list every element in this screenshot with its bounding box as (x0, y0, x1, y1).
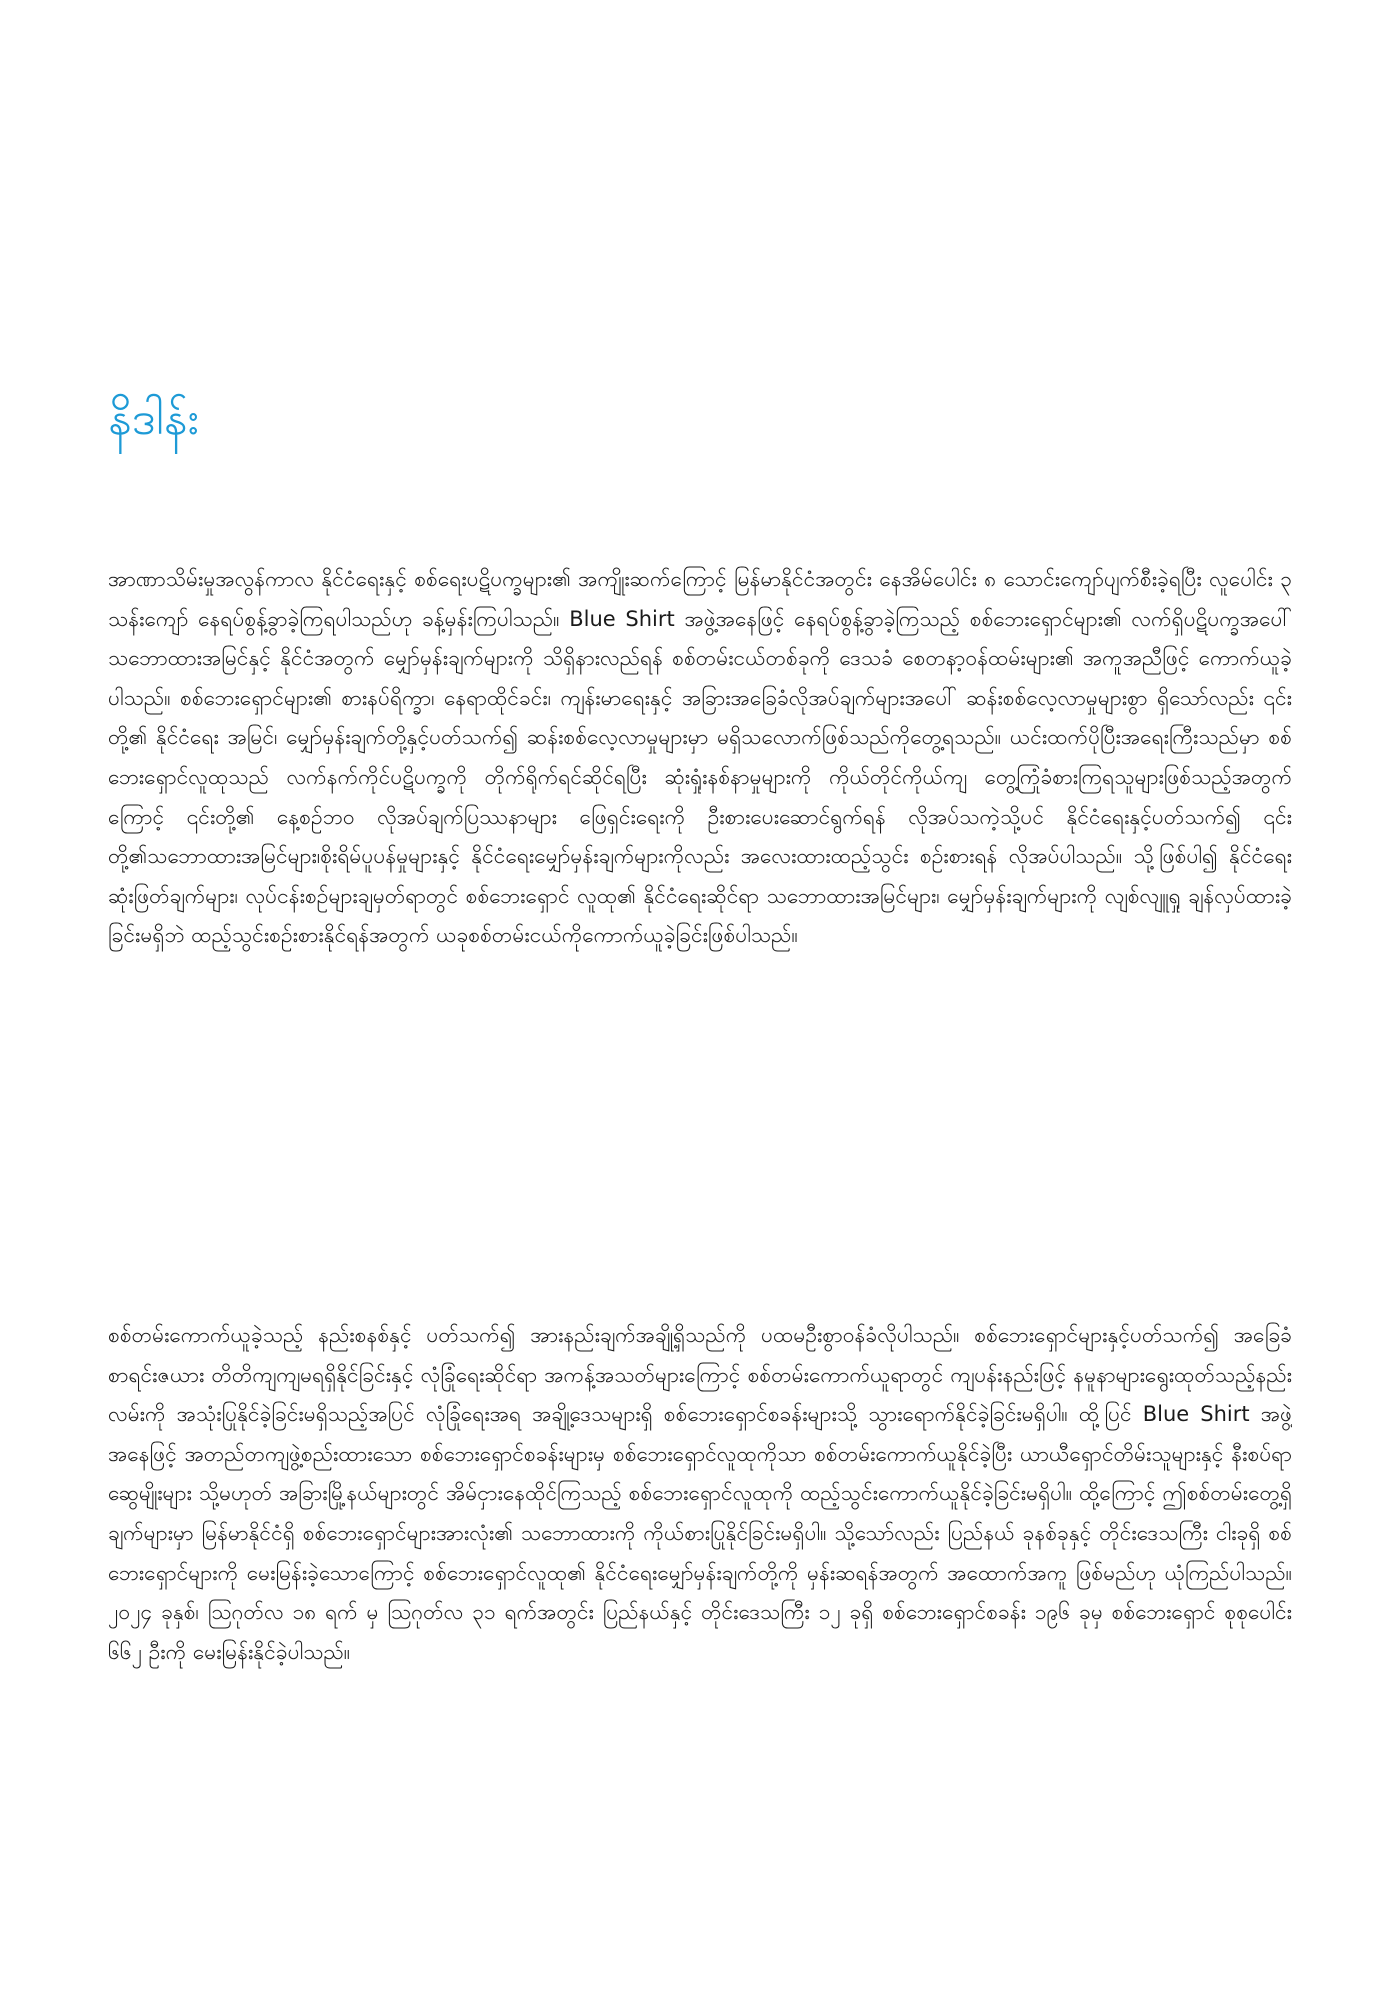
body-paragraph: အာဏာသိမ်းမှုအလွန်ကာလ နိုင်ငံရေးနှင့် စစ်ရေးပဋိပက္ခများ၏ အကျိုးဆက်ကြောင့် မြန်မာနိုင်ငံအတွင်း နေအိမ်ပေါင်း ၈ သောင်းကျော်ပျက်စီးခဲ့ရပြီး လူပေါင်း ၃ သန်းကျော် နေရပ်စွန့်ခွာခဲ့ကြရပါသည်ဟု ခန့်မှန်းကြပါသည်။ Blue Shirt အဖွဲ့အနေဖြင့် နေရပ်စွန့်ခွာခဲ့ကြသည့် စစ်ဘေးရှောင်များ၏ လက်ရှိပဋိပက္ခအပေါ် သဘောထားအမြင်နှင့် နိုင်ငံအတွက် မျှော်မှန်းချက်များကို သိရှိနားလည်ရန် စစ်တမ်းငယ်တစ်ခုကို ဒေသခံ စေတနာ့ဝန်ထမ်းများ၏ အကူအညီဖြင့် ကောက်ယူခဲ့ပါသည်။ စစ်ဘေးရှောင်များ၏ စားနပ်ရိက္ခာ၊ နေရာထိုင်ခင်း၊ ကျန်းမာရေးနှင့် အခြားအခြေခံလိုအပ်ချက်များအပေါ် ဆန်းစစ်လေ့လာမှုများစွာ ရှိသော်လည်း ၎င်းတို့၏ နိုင်ငံရေး အမြင်၊ မျှော်မှန်းချက်တို့နှင့်ပတ်သက်၍ ဆန်းစစ်လေ့လာမှုများမှာ မရှိသလောက်ဖြစ်သည်ကိုတွေ့ရသည်။ ယင်းထက်ပိုပြီးအရေးကြီးသည်မှာ စစ်ဘေးရှောင်လူထုသည် လက်နက်ကိုင်ပဋိပက္ခကို တိုက်ရိုက်ရင်ဆိုင်ရပြီး ဆုံးရှုံးနစ်နာမှုများကို ကိုယ်တိုင်ကိုယ်ကျ တွေ့ကြုံခံစားကြရသူများဖြစ်သည့်အတွက်ကြောင့် ၎င်းတို့၏ နေ့စဉ်ဘဝ လိုအပ်ချက်ပြဿနာများ ဖြေရှင်းရေးကို ဦးစားပေးဆောင်ရွက်ရန် လိုအပ်သကဲ့သို့ပင် နိုင်ငံရေးနှင့်ပတ်သက်၍ ၎င်းတို့၏သဘောထားအမြင်များ၊စိုးရိမ်ပူပန်မှုများနှင့် နိုင်ငံရေးမျှော်မှန်းချက်များကိုလည်း အလေးထားထည့်သွင်း စဉ်းစားရန် လိုအပ်ပါသည်။ သို့ဖြစ်ပါ၍ နိုင်ငံရေးဆုံးဖြတ်ချက်များ၊ လုပ်ငန်းစဉ်များချမှတ်ရာတွင် စစ်ဘေးရှောင် လူထု၏ နိုင်ငံရေးဆိုင်ရာ သဘောထားအမြင်များ၊ မျှော်မှန်းချက်များကို လျစ်လျူရှု ချန်လှပ်ထားခဲ့ခြင်းမရှိဘဲ ထည့်သွင်းစဉ်းစားနိုင်ရန်အတွက် ယခုစစ်တမ်းငယ်ကိုကောက်ယူခဲ့ခြင်းဖြစ်ပါသည်။ (108, 567, 1292, 948)
section-heading: နိဒါန်း (108, 391, 200, 445)
body-paragraph: စစ်တမ်းကောက်ယူခဲ့သည့် နည်းစနစ်နှင့် ပတ်သက်၍ အားနည်းချက်အချို့ရှိသည်ကို ပထမဦးစွာဝန်ခံလိုပါသည်။ စစ်ဘေးရှောင်များနှင့်ပတ်သက်၍ အခြေခံစာရင်းဇယား တိတိကျကျမရရှိနိုင်ခြင်းနှင့် လုံခြုံရေးဆိုင်ရာ အကန့်အသတ်များကြောင့် စစ်တမ်းကောက်ယူရာတွင် ကျပန်းနည်းဖြင့် နမူနာများရွေးထုတ်သည့်နည်းလမ်းကို အသုံးပြုနိုင်ခဲ့ခြင်းမရှိသည့်အပြင် လုံခြုံရေးအရ အချို့ဒေသများရှိ စစ်ဘေးရှောင်စခန်းများသို့ သွားရောက်နိုင်ခဲ့ခြင်းမရှိပါ။ ထို့ပြင် Blue Shirt အဖွဲ့အနေဖြင့် အတည်တကျဖွဲ့စည်းထားသော စစ်ဘေးရှောင်စခန်းများမှ စစ်ဘေးရှောင်လူထုကိုသာ စစ်တမ်းကောက်ယူနိုင်ခဲ့ပြီး ယာယီရှောင်တိမ်းသူများနှင့် နီးစပ်ရာဆွေမျိုးများ သို့မဟုတ် အခြားမြို့နယ်များတွင် အိမ်ငှားနေထိုင်ကြသည့် စစ်ဘေးရှောင်လူထုကို ထည့်သွင်းကောက်ယူနိုင်ခဲ့ခြင်းမရှိပါ။ ထို့ကြောင့် ဤစစ်တမ်းတွေ့ရှိချက်များမှာ မြန်မာနိုင်ငံရှိ စစ်ဘေးရှောင်များအားလုံး၏ သဘောထားကို ကိုယ်စားပြုနိုင်ခြင်းမရှိပါ။ သို့သော်လည်း ပြည်နယ် ခုနစ်ခုနှင့် တိုင်းဒေသကြီး ငါးခုရှိ စစ်ဘေးရှောင်များကို မေးမြန်းခဲ့သောကြောင့် စစ်ဘေးရှောင်လူထု၏ နိုင်ငံရေးမျှော်မှန်းချက်တို့ကို မှန်းဆရန်အတွက် အထောက်အကူ ဖြစ်မည်ဟု ယုံကြည်ပါသည်။ ၂၀၂၄ ခုနှစ်၊ ဩဂုတ်လ ၁၈ ရက် မှ ဩဂုတ်လ ၃၁ ရက်အတွင်း ပြည်နယ်နှင့် တိုင်းဒေသကြီး ၁၂ ခုရှိ စစ်ဘေးရှောင်စခန်း ၁၉၆ ခုမှ စစ်ဘေးရှောင် စုစုပေါင်း ၆၆၂ ဦးကို မေးမြန်းနိုင်ခဲ့ပါသည်။ (108, 1323, 1292, 1664)
